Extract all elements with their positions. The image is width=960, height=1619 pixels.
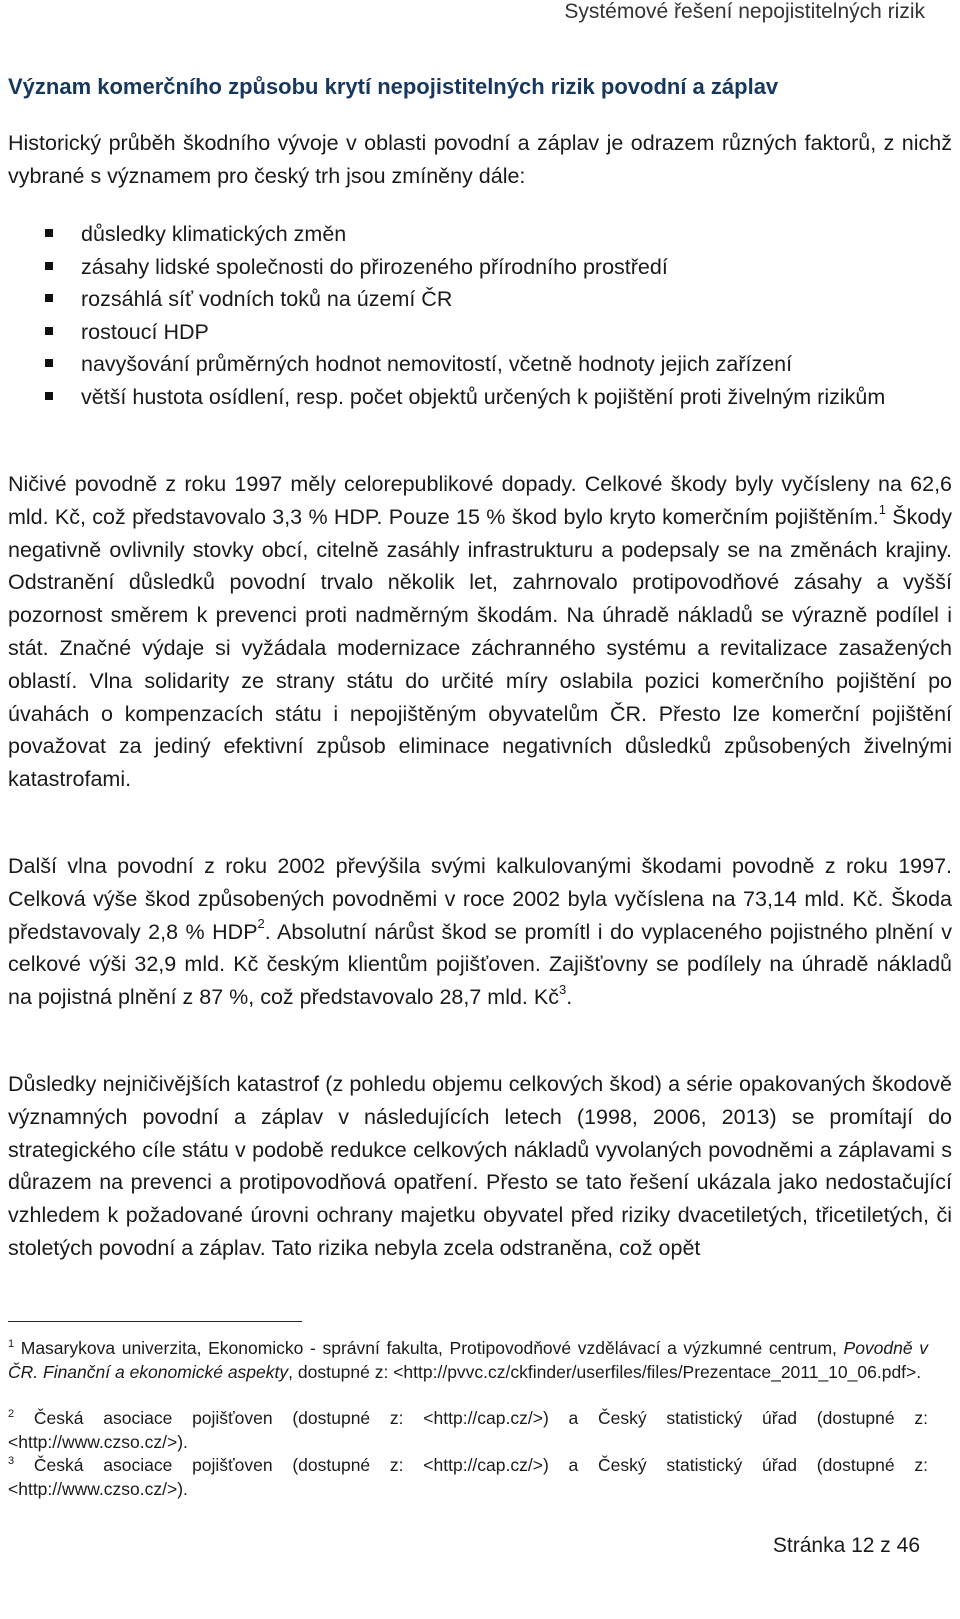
list-item: větší hustota osídlení, resp. počet objektů určených k pojištění proti živelným rizikům xyxy=(8,381,952,414)
paragraph-2002-floods: Další vlna povodní z roku 2002 převýšila svými kalkulovanými škodami povodně z roku 1997. Celková výše škod způsobených povodněmi v roce 2002 byla vyčíslena na 73,14 mld. Kč. Škoda představovaly 2,8 % HDP$^2$. Absolutní nárůst škod se promítl i do vyplaceného pojistného plnění v celkové výši 32,9 mld. Kč českým klientům pojišťoven. Zajišťovny se podílely na úhradě nákladů na pojistná plnění z 87 %, což představovalo 28,7 mld. $Kč^3$. xyxy=(8,854,952,1010)
paragraph-consequences: Důsledky nejničivějších katastrof (z pohledu objemu celkových škod) a série opakovaných škodově významných povodní a záplav v následujících letech (1998, 2006, 2013) se promítají do strategického cíle státu v podobě redukce celkových nákladů vyvolaných povodněmi a záplavami s důrazem na prevenci a protipovodňová opatření. Přesto se tato řešení ukázala jako nedostačující vzhledem k požadované úrovni ochrany majetku obyvatel před riziky dvacetiletých, třicetiletých, či stoletých povodní a záplav. Tato rizika nebyla zcela odstraněna, což opět xyxy=(8,1072,952,1260)
footnote-number: 3 xyxy=(8,1455,15,1467)
footnote-number: 2 xyxy=(8,1408,15,1420)
square-bullet-icon xyxy=(45,359,53,367)
list-item: rozsáhlá síť vodních toků na území ČR xyxy=(8,283,952,316)
square-bullet-icon xyxy=(45,229,53,237)
square-bullet-icon xyxy=(45,392,53,400)
list-item: navyšování průměrných hodnot nemovitostí, včetně hodnoty jejich zařízení xyxy=(8,348,952,381)
footnote-1: $^1$ Masarykova univerzita, Ekonomicko - správní fakulta, Protipovodňové vzdělávací a výzkumné centrum, Povodně v ČR. Finanční a ekonomické aspekty, dostupné z: <http://pvvc.cz/ckfinder/userfiles/files/Prezentace_2011_10_06.pdf>. xyxy=(8,1337,928,1382)
factors-list xyxy=(8,218,952,413)
footnote-number: 1 xyxy=(8,1338,15,1350)
section-title: Význam komerčního způsobu krytí nepojistitelných rizik povodní a záplav xyxy=(8,74,779,99)
footnote-3: $^3$ Česká asociace pojišťoven (dostupné z: <http://cap.cz/>) a Český statistický úřad (dostupné z: <http://www.czso.cz/>). xyxy=(8,1454,928,1499)
footnote-ref[interactable]: 2 xyxy=(257,916,265,932)
list-item: zásahy lidské společnosti do přirozeného přírodního prostředí xyxy=(8,251,952,284)
paragraph-1997-floods: Ničivé povodně z roku 1997 měly celorepublikové dopady. Celkové škody byly vyčísleny na 62,6 mld. Kč, což představovalo 3,3 % HDP. Pouze 15 % škod bylo kryto komerčním pojištěním.$^1$ Škody negativně ovlivnily stovky obcí, citelně zasáhly infrastrukturu a podepsaly se na změnách krajiny. Odstranění důsledků povodní trvalo několik let, zahrnovalo protipovodňové zásahy a vyšší pozornost směrem k prevenci proti nadměrným škodám. Na úhradě nákladů se výrazně podílel i stát. Značné výdaje si vyžádala modernizace záchranného systému a revitalizace zasažených oblastí. Vlna solidarity ze strany státu do určité míry oslabila pozici komerčního pojištění po úvahách o kompenzacích státu i nepojištěným obyvatelům ČR. Přesto lze komerční pojištění považovat za jediný efektivní způsob eliminace negativních důsledků způsobených živelnými katastrofami. xyxy=(8,472,953,792)
list-item: rostoucí HDP xyxy=(8,316,952,349)
footnote-divider xyxy=(8,1321,302,1322)
square-bullet-icon xyxy=(45,262,53,270)
square-bullet-icon xyxy=(45,294,53,302)
footnote-2: $^2$ Česká asociace pojišťoven (dostupné z: <http://cap.cz/>) a Český statistický úřad (dostupné z: <http://www.czso.cz/>). xyxy=(8,1407,928,1452)
footnote-ref[interactable]: 3 xyxy=(558,982,567,998)
list-item: důsledky klimatických změn xyxy=(8,218,952,251)
intro-paragraph: Historický průběh škodního vývoje v oblasti povodní a záplav je odrazem různých faktorů, z nichž vybrané s významem pro český trh jsou zmíněny dále: xyxy=(8,131,952,188)
footnote-title: Povodně v ČR. Finanční a ekonomické aspekty xyxy=(8,1337,928,1382)
footnote-ref[interactable]: 1 xyxy=(878,501,886,517)
page-number: Stránka 12 z 46 xyxy=(772,1534,920,1557)
square-bullet-icon xyxy=(45,327,53,335)
running-header: Systémové řešení nepojistitelných rizik xyxy=(564,0,925,23)
